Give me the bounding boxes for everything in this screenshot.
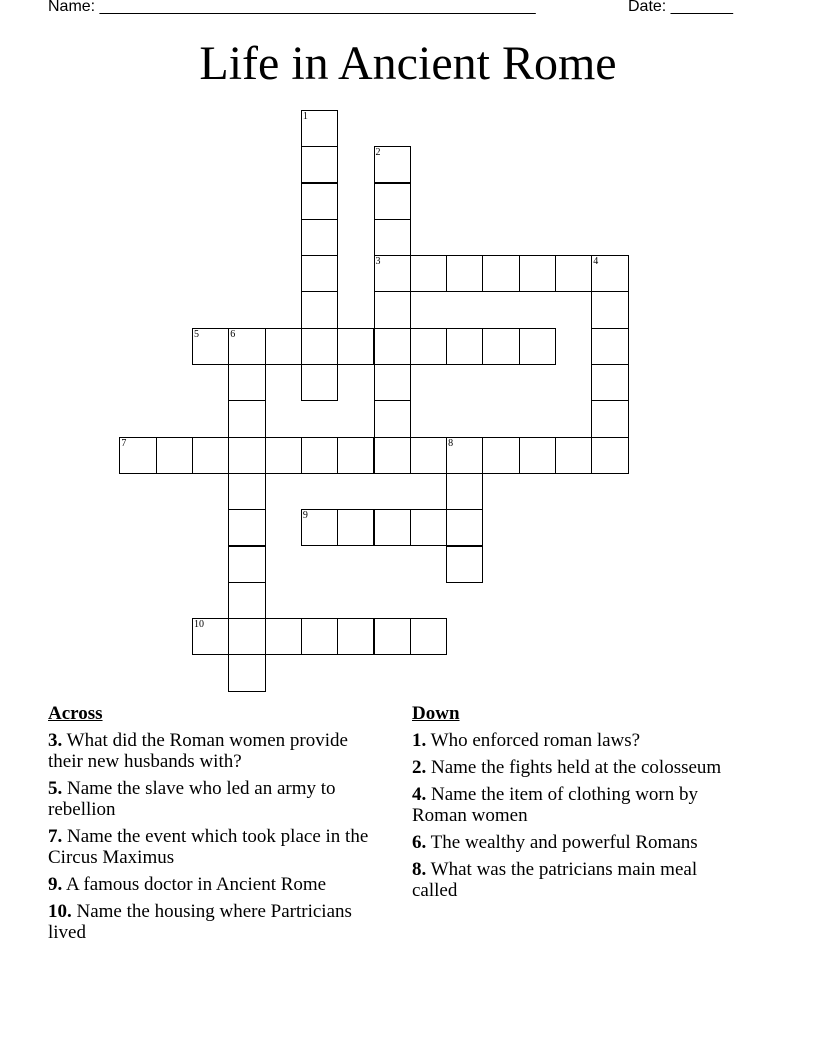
crossword-cell[interactable] [410, 328, 447, 365]
clue-number: 9. [48, 874, 63, 895]
crossword-cell[interactable] [228, 473, 265, 510]
cell-number: 2 [375, 147, 381, 159]
crossword-cell[interactable] [228, 400, 265, 437]
clue-number: 3. [48, 730, 63, 751]
crossword-cell[interactable] [228, 618, 265, 655]
crossword-cell[interactable] [446, 546, 483, 583]
crossword-cell[interactable] [228, 546, 265, 583]
crossword-cell[interactable] [301, 183, 338, 220]
date-field-line[interactable]: Date: _______ [628, 0, 733, 15]
crossword-cell[interactable] [301, 146, 338, 183]
crossword-cell[interactable] [192, 437, 229, 474]
clue-text: What did the Roman women provide their new husbands with? [48, 730, 348, 772]
crossword-cell[interactable] [555, 255, 592, 292]
crossword-cell[interactable] [337, 509, 374, 546]
crossword-cell[interactable] [591, 400, 628, 437]
crossword-cell[interactable] [192, 328, 229, 365]
clue-text: Name the event which took place in the Circus Maximus [48, 826, 369, 868]
clue-number: 10. [48, 901, 72, 922]
down-clue-6 [412, 832, 742, 853]
crossword-cell[interactable] [446, 255, 483, 292]
crossword-cell[interactable] [482, 437, 519, 474]
clue-text: What was the patricians main meal called [412, 859, 698, 901]
crossword-cell[interactable] [301, 364, 338, 401]
crossword-cell[interactable] [228, 328, 265, 365]
crossword-cell[interactable] [519, 437, 556, 474]
crossword-cell[interactable] [265, 618, 302, 655]
crossword-cell[interactable] [228, 654, 265, 691]
cell-number: 1 [302, 110, 308, 122]
crossword-cell[interactable] [555, 437, 592, 474]
down-clue-8 [412, 859, 742, 901]
crossword-cell[interactable] [337, 437, 374, 474]
clue-text: A famous doctor in Ancient Rome [65, 874, 327, 895]
crossword-cell[interactable] [374, 219, 411, 256]
crossword-cell[interactable] [446, 328, 483, 365]
crossword-cell[interactable] [482, 255, 519, 292]
across-clue-10 [48, 901, 378, 943]
crossword-cell[interactable] [374, 437, 411, 474]
crossword-cell[interactable] [410, 255, 447, 292]
crossword-cell[interactable] [591, 328, 628, 365]
clue-text: The wealthy and powerful Romans [430, 832, 698, 853]
clue-number: 8. [412, 859, 427, 880]
clue-number: 1. [412, 730, 427, 751]
across-clues [48, 703, 378, 949]
crossword-cell[interactable] [374, 328, 411, 365]
clue-number: 4. [412, 784, 427, 805]
crossword-cell[interactable] [374, 255, 411, 292]
crossword-cell[interactable] [410, 509, 447, 546]
crossword-cell[interactable] [374, 618, 411, 655]
crossword-cell[interactable] [228, 582, 265, 619]
crossword-cell[interactable] [301, 219, 338, 256]
crossword-cell[interactable] [446, 473, 483, 510]
crossword-cell[interactable] [446, 509, 483, 546]
crossword-cell[interactable] [228, 509, 265, 546]
crossword-cell[interactable] [374, 291, 411, 328]
clue-text: Name the housing where Partricians lived [48, 901, 352, 943]
crossword-cell[interactable] [301, 110, 338, 147]
down-clue-1 [412, 730, 742, 751]
crossword-cell[interactable] [192, 618, 229, 655]
crossword-cell[interactable] [482, 328, 519, 365]
across-clue-5 [48, 778, 378, 820]
crossword-cell[interactable] [119, 437, 156, 474]
cell-number: 3 [375, 256, 381, 268]
page-title: Life in Ancient Rome [199, 37, 617, 90]
crossword-cell[interactable] [591, 291, 628, 328]
down-clues [412, 703, 742, 907]
crossword-cell[interactable] [228, 437, 265, 474]
crossword-cell[interactable] [446, 437, 483, 474]
crossword-cell[interactable] [591, 364, 628, 401]
crossword-cell[interactable] [519, 255, 556, 292]
clue-text: Name the fights held at the colosseum [431, 757, 722, 778]
crossword-cell[interactable] [410, 618, 447, 655]
crossword-cell[interactable] [156, 437, 193, 474]
crossword-cell[interactable] [374, 400, 411, 437]
crossword-cell[interactable] [265, 328, 302, 365]
crossword-cell[interactable] [265, 437, 302, 474]
cell-number: 8 [448, 437, 454, 449]
crossword-cell[interactable] [301, 437, 338, 474]
crossword-cell[interactable] [374, 364, 411, 401]
crossword-cell[interactable] [228, 364, 265, 401]
crossword-cell[interactable] [337, 618, 374, 655]
down-clue-4 [412, 784, 742, 826]
crossword-cell[interactable] [301, 618, 338, 655]
across-clue-9 [48, 874, 378, 895]
clue-text: Who enforced roman laws? [430, 730, 641, 751]
clue-number: 6. [412, 832, 427, 853]
crossword-cell[interactable] [301, 291, 338, 328]
clue-number: 5. [48, 778, 63, 799]
crossword-cell[interactable] [519, 328, 556, 365]
crossword-cell[interactable] [591, 437, 628, 474]
down-heading: Down [412, 703, 460, 724]
cell-number: 4 [593, 256, 599, 268]
crossword-cell[interactable] [374, 509, 411, 546]
crossword-cell[interactable] [301, 328, 338, 365]
cell-number: 9 [302, 510, 308, 522]
cell-number: 10 [194, 619, 204, 631]
clue-text: Name the slave who led an army to rebellion [48, 778, 336, 820]
down-clue-2 [412, 757, 742, 778]
name-field-line[interactable]: Name: _________________________________________________ [48, 0, 536, 15]
crossword-cell[interactable] [337, 328, 374, 365]
across-clue-3 [48, 730, 378, 772]
clue-number: 7. [48, 826, 63, 847]
crossword-cell[interactable] [301, 255, 338, 292]
across-heading: Across [48, 703, 103, 724]
crossword-cell[interactable] [410, 437, 447, 474]
across-clue-7 [48, 826, 378, 868]
cell-number: 6 [230, 328, 236, 340]
crossword-cell[interactable] [301, 509, 338, 546]
crossword-cell[interactable] [374, 146, 411, 183]
cell-number: 7 [121, 437, 127, 449]
cell-number: 5 [194, 328, 199, 340]
clue-text: Name the item of clothing worn by Roman women [412, 784, 698, 826]
crossword-cell[interactable] [591, 255, 628, 292]
clue-number: 2. [412, 757, 427, 778]
crossword-cell[interactable] [374, 183, 411, 220]
